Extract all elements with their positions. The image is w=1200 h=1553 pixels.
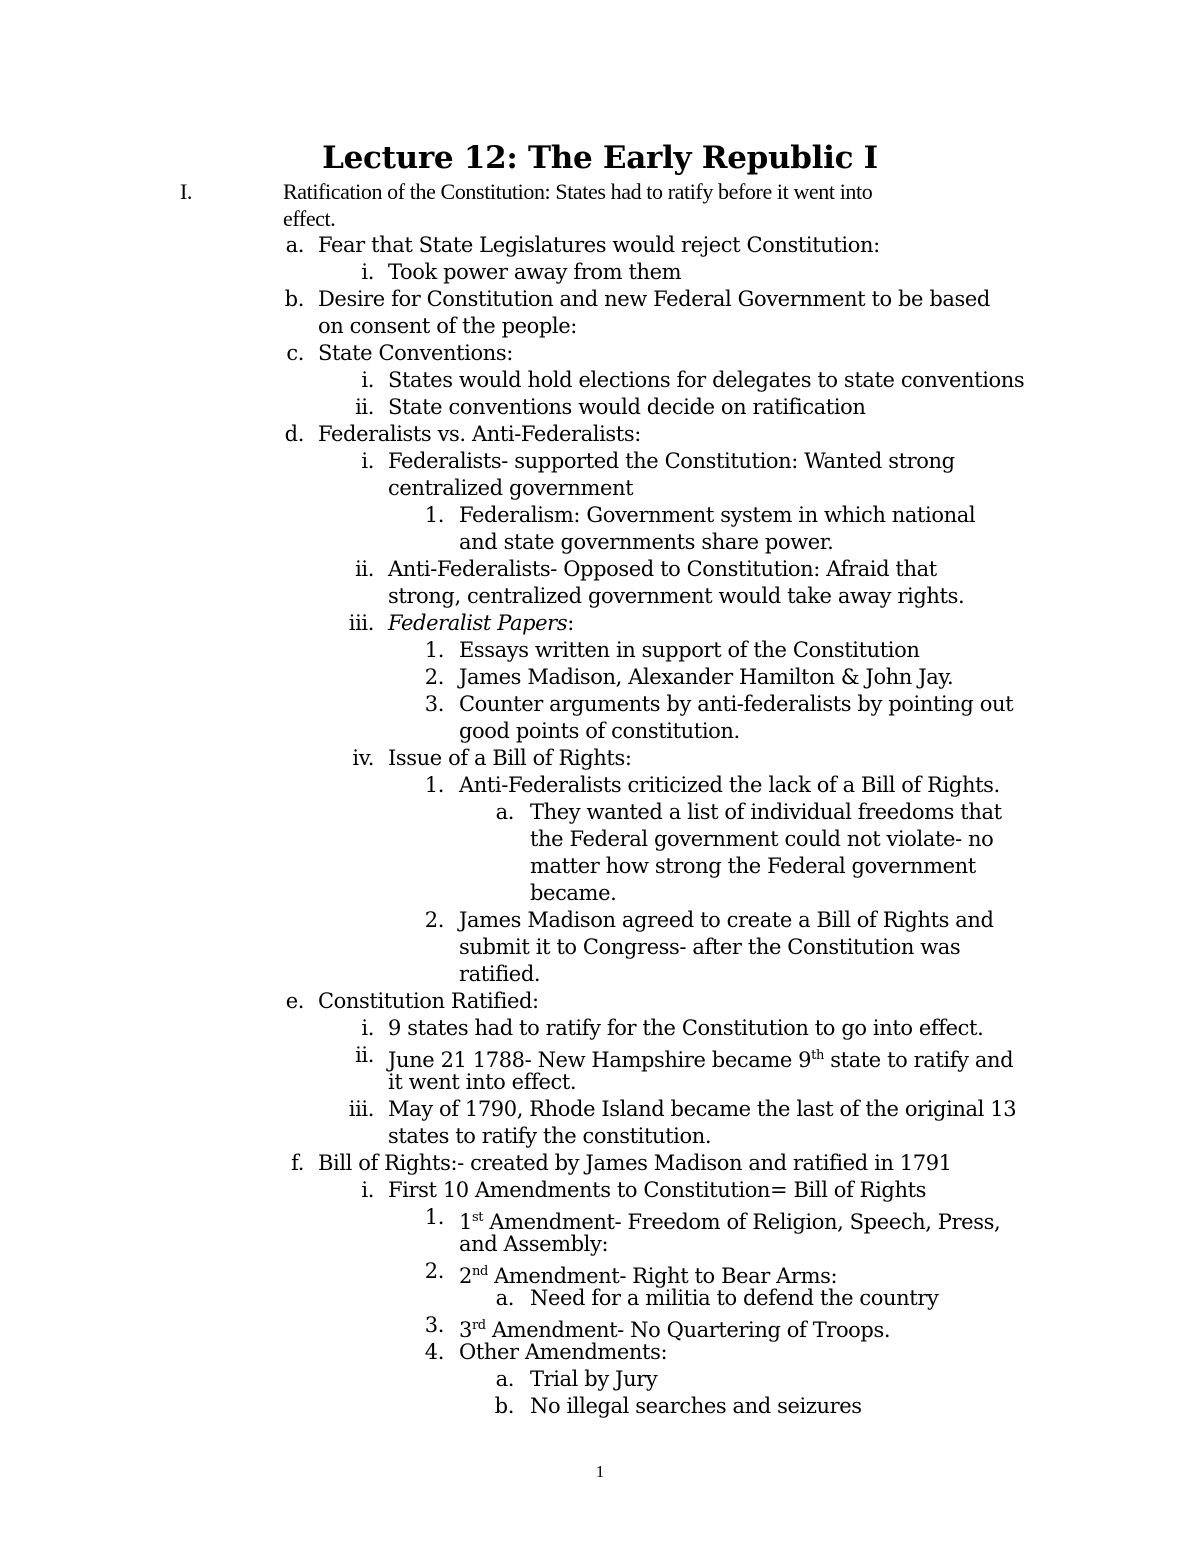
outline-marker: c. — [286, 341, 304, 365]
outline-item-d-i-1: Federalism: Government system in which national — [459, 503, 976, 527]
outline-marker: iii. — [348, 1097, 374, 1121]
outline-item-d-i-1-cont: and state governments share power. — [459, 530, 834, 554]
outline-item-d-i: Federalists- supported the Constitution: Wanted strong — [388, 449, 955, 473]
outline-item-f-i-3: 3rd Amendment- No Quartering of Troops. — [459, 1318, 891, 1342]
outline-marker: a. — [495, 800, 514, 824]
outline-marker: 3. — [424, 692, 444, 716]
outline-item-d-iv-1-a-cont: became. — [530, 881, 617, 905]
outline-item-d-iv-1-a-cont: matter how strong the Federal government — [530, 854, 976, 878]
outline-item-e-ii-cont: it went into effect. — [388, 1070, 577, 1094]
outline-item-e-iii-cont: states to ratify the constitution. — [388, 1124, 712, 1148]
outline-item-f-i-4: Other Amendments: — [459, 1340, 668, 1364]
outline-item-d-iv-1-a: They wanted a list of individual freedoms that — [530, 800, 1002, 824]
outline-item-d-iv-2-cont: submit it to Congress- after the Constitution was — [459, 935, 961, 959]
outline-marker: 2. — [424, 1259, 444, 1283]
outline-item-d-ii: Anti-Federalists- Opposed to Constitution: Afraid that — [388, 557, 937, 581]
page-title: Lecture 12: The Early Republic I — [322, 140, 878, 176]
outline-marker: i. — [361, 368, 374, 392]
outline-marker: ii. — [355, 1043, 374, 1067]
outline-marker: 1. — [424, 503, 444, 527]
outline-marker: ii. — [355, 395, 374, 419]
outline-marker: i. — [361, 1178, 374, 1202]
outline-marker: a. — [495, 1286, 514, 1310]
outline-marker: 3. — [424, 1313, 444, 1337]
outline-item-d-iii-2: James Madison, Alexander Hamilton & John Jay. — [459, 665, 954, 689]
outline-item-d-iv: Issue of a Bill of Rights: — [388, 746, 632, 770]
outline-item-e: Constitution Ratified: — [318, 989, 539, 1013]
outline-item-f-i-4-b: No illegal searches and seizures — [530, 1394, 862, 1418]
outline-item-f-i: First 10 Amendments to Constitution= Bill of Rights — [388, 1178, 926, 1202]
outline-marker: i. — [361, 449, 374, 473]
outline-marker: d. — [284, 422, 304, 446]
outline-item-f-i-1: 1st Amendment- Freedom of Religion, Speech, Press, — [459, 1210, 1001, 1234]
page-number: 1 — [595, 1462, 605, 1481]
outline-marker: I. — [180, 179, 193, 204]
outline-item-I: Ratification of the Constitution: States had to ratify before it went into — [283, 179, 873, 204]
outline-item-a-i: Took power away from them — [388, 260, 682, 284]
outline-marker: e. — [285, 989, 304, 1013]
outline-marker: iv. — [352, 746, 374, 770]
outline-marker: ii. — [355, 557, 374, 581]
outline-item-c-ii: State conventions would decide on ratification — [388, 395, 866, 419]
outline-item-d-iii: Federalist Papers: — [388, 611, 574, 635]
outline-marker: 4. — [424, 1340, 444, 1364]
outline-item-d-iv-2-cont: ratified. — [459, 962, 541, 986]
outline-marker: i. — [361, 260, 374, 284]
outline-marker: b. — [494, 1394, 514, 1418]
outline-item-d-iv-1: Anti-Federalists criticized the lack of a Bill of Rights. — [459, 773, 1000, 797]
outline-marker: 1. — [424, 773, 444, 797]
outline-item-b-cont: on consent of the people: — [318, 314, 577, 338]
outline-item-I-cont: effect. — [283, 206, 336, 231]
outline-marker: f. — [291, 1151, 304, 1175]
outline-marker: 2. — [424, 908, 444, 932]
outline-item-f-i-1-cont: and Assembly: — [459, 1232, 609, 1256]
outline-item-f-i-2-a: Need for a militia to defend the country — [530, 1286, 939, 1310]
outline-marker: b. — [284, 287, 304, 311]
outline-item-c-i: States would hold elections for delegates to state conventions — [388, 368, 1025, 392]
outline-item-d-iv-1-a-cont: the Federal government could not violate- no — [530, 827, 994, 851]
outline-item-e-ii: June 21 1788- New Hampshire became 9th state to ratify and — [388, 1048, 1014, 1072]
outline-item-b: Desire for Constitution and new Federal Government to be based — [318, 287, 990, 311]
outline-marker: i. — [361, 1016, 374, 1040]
outline-item-a: Fear that State Legislatures would reject Constitution: — [318, 233, 880, 257]
outline-item-d-ii-cont: strong, centralized government would take away rights. — [388, 584, 965, 608]
outline-item-d-iii-1: Essays written in support of the Constitution — [459, 638, 920, 662]
outline-item-c: State Conventions: — [318, 341, 513, 365]
outline-item-d-i-cont: centralized government — [388, 476, 634, 500]
outline-item-e-i: 9 states had to ratify for the Constitution to go into effect. — [388, 1016, 984, 1040]
outline-item-d-iii-3-cont: good points of constitution. — [459, 719, 740, 743]
outline-marker: a. — [495, 1367, 514, 1391]
outline-item-f-i-4-a: Trial by Jury — [530, 1367, 658, 1391]
outline-marker: a. — [285, 233, 304, 257]
outline-marker: 1. — [424, 1205, 444, 1229]
outline-marker: 1. — [424, 638, 444, 662]
outline-item-f: Bill of Rights:- created by James Madison and ratified in 1791 — [318, 1151, 952, 1175]
outline-marker: 2. — [424, 665, 444, 689]
federalist-papers-title: Federalist Papers — [388, 611, 568, 635]
outline-item-d-iii-3: Counter arguments by anti-federalists by pointing out — [459, 692, 1014, 716]
outline-marker: iii. — [348, 611, 374, 635]
outline-item-f-i-2: 2nd Amendment- Right to Bear Arms: — [459, 1264, 838, 1288]
outline-item-e-iii: May of 1790, Rhode Island became the last of the original 13 — [388, 1097, 1017, 1121]
outline-item-d-iv-2: James Madison agreed to create a Bill of Rights and — [459, 908, 994, 932]
outline-item-d: Federalists vs. Anti-Federalists: — [318, 422, 641, 446]
